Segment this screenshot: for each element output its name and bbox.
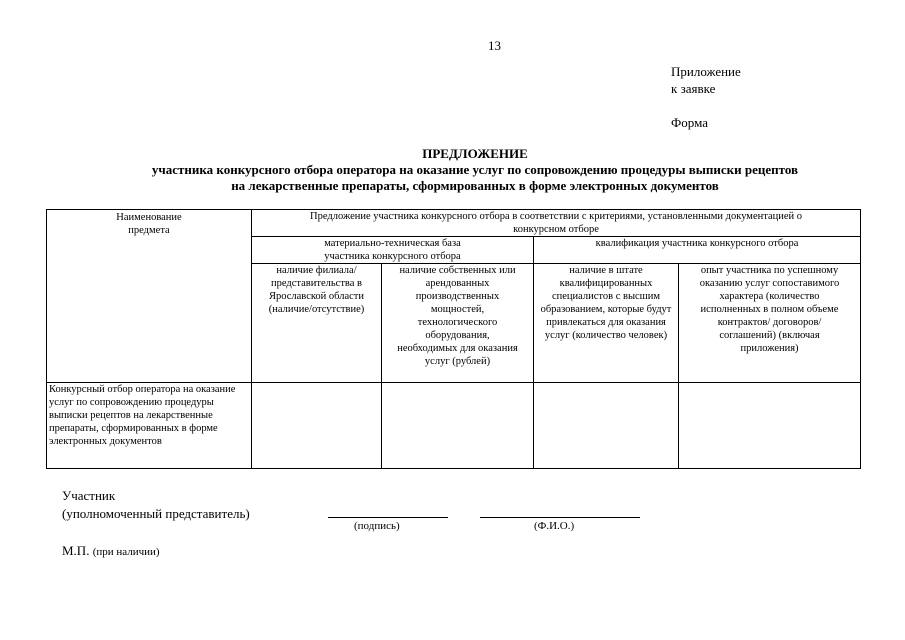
row-subject-cell: Конкурсный отбор оператора на оказание услуг по сопровождению процедуры выписки рецептов на лекарственные препараты, сформированных в форме электронных документов: [47, 383, 252, 469]
page-number: 13: [488, 38, 501, 53]
title-line-3: на лекарственные препараты, сформированных в форме электронных документов: [231, 178, 719, 193]
value-cell-1[interactable]: [252, 383, 382, 469]
title-line-1: ПРЕДЛОЖЕНИЕ: [422, 146, 528, 161]
proposal-header-cell: Предложение участника конкурсного отбора в соответствии с критериями, установленными документацией о конкурсном отборе: [252, 210, 861, 237]
appendix-note: [671, 63, 741, 97]
document-title: [40, 146, 905, 194]
title-line-2: участника конкурсного отбора оператора на оказание услуг по сопровождению процедуры выписки рецептов: [151, 162, 799, 177]
criteria-cell-1: наличие филиала/ представительства в Ярославской области (наличие/отсутствие): [252, 264, 382, 383]
table-header-row: [47, 210, 861, 237]
criteria-cell-4: опыт участника по успешному оказанию услуг сопоставимого характера (количество исполненных в полном объеме контрактов/ договоров/соглашений) (включая приложения): [679, 264, 861, 383]
participant-line-1: Участник: [62, 488, 116, 503]
value-cell-2[interactable]: [382, 383, 534, 469]
form-label: Форма: [671, 115, 708, 130]
group-material-cell: материально-техническая база участника конкурсного отбора: [252, 237, 534, 264]
stamp-note-text: (при наличии): [92, 546, 160, 558]
group-qualification-cell: квалификация участника конкурсного отбора: [534, 237, 861, 264]
name-line[interactable]: [480, 517, 640, 518]
stamp-label: М.П.: [62, 543, 90, 558]
participant-line-2: (уполномоченный представитель): [62, 506, 250, 521]
stamp-note: [62, 543, 160, 559]
appendix-line-1: Приложение: [671, 64, 741, 79]
signature-caption: (подпись): [354, 520, 400, 532]
table-row: [47, 383, 861, 469]
subject-header-cell: Наименование предмета: [47, 210, 252, 383]
appendix-line-2: к заявке: [671, 81, 716, 96]
signature-line[interactable]: [328, 517, 448, 518]
proposal-table: [46, 209, 861, 469]
participant-label: [62, 487, 250, 523]
name-caption: (Ф.И.О.): [534, 520, 575, 532]
value-cell-3[interactable]: [534, 383, 679, 469]
criteria-cell-3: наличие в штате квалифицированных специалистов с высшим образованием, которые будут привлекаться для оказания услуг (количество человек): [534, 264, 679, 383]
value-cell-4[interactable]: [679, 383, 861, 469]
criteria-cell-2: наличие собственных или арендованных производственных мощностей, технологического оборудования, необходимых для оказания услуг (рублей): [382, 264, 534, 383]
